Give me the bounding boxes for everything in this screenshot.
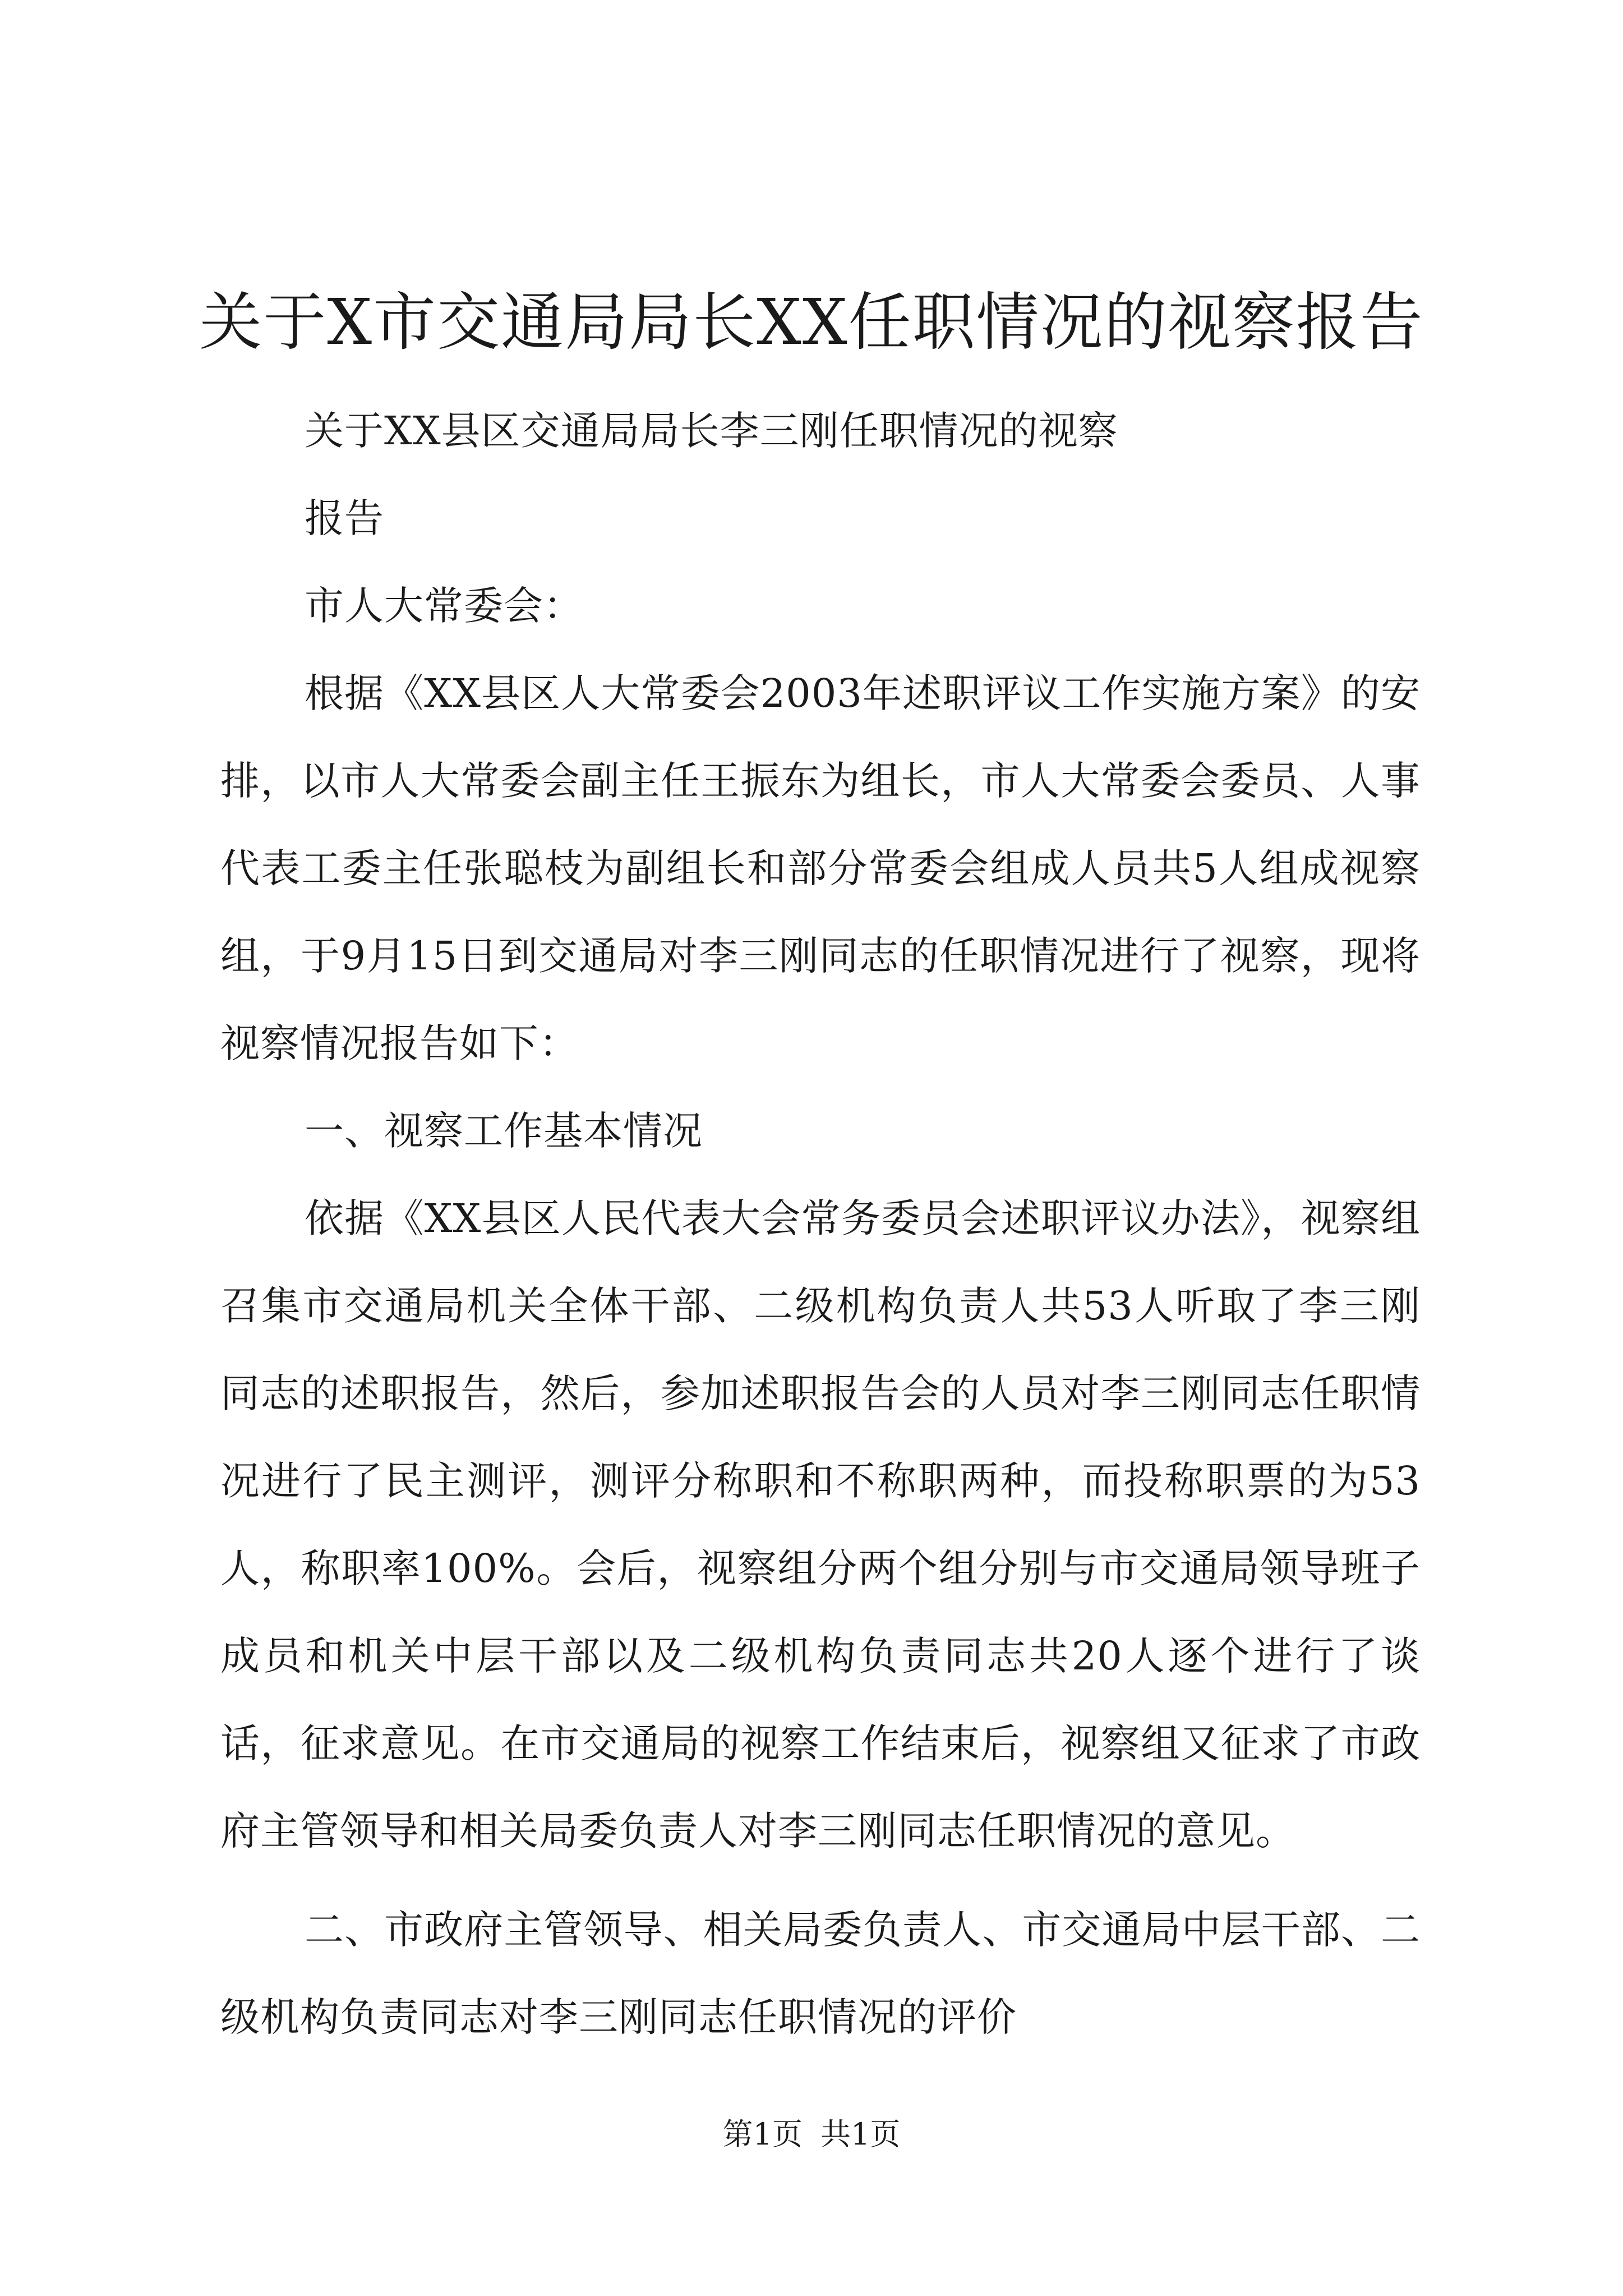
section-heading-1: 一、视察工作基本情况	[305, 1108, 703, 1154]
document-title: 关于X市交通局局长XX任职情况的视察报告	[199, 286, 1424, 359]
paragraph-subtitle: 关于XX县区交通局局长李三刚任职情况的视察	[305, 408, 1118, 454]
section-heading-2: 二、市政府主管领导、相关局委负责人、市交通局中层干部、二级机构负责同志对李三刚同志任职情况的评价	[220, 1907, 1421, 2040]
document-body	[220, 387, 1421, 2061]
paragraph-section-1-body: 依据《XX县区人民代表大会常务委员会述职评议办法》，视察组召集市交通局机关全体干部、二级机构负责人共53人听取了李三刚同志的述职报告，然后，参加述职报告会的人员对李三刚同志任职情况进行了民主测评，测评分称职和不称职两种，而投称职票的为53人，称职率100%。会后，视察组分两个组分别与市交通局领导班子成员和机关中层干部以及二级机构负责同志共20人逐个进行了谈话，征求意见。在市交通局的视察工作结束后，视察组又征求了市政府主管领导和相关局委负责人对李三刚同志任职情况的意见。	[220, 1195, 1421, 1854]
page-footer	[0, 2115, 1623, 2154]
paragraph-intro: 根据《XX县区人大常委会2003年述职评议工作实施方案》的安排，以市人大常委会副主任王振东为组长，市人大常委会委员、人事代表工委主任张聪枝为副组长和部分常委会组成人员共5人组成视察组，于9月15日到交通局对李三刚同志的任职情况进行了视察，现将视察情况报告如下：	[220, 670, 1421, 1066]
page-number-total: 共1页	[820, 2116, 901, 2152]
page-number-current: 第1页	[722, 2116, 803, 2152]
paragraph-salutation: 市人大常委会：	[305, 583, 583, 629]
paragraph-subtitle-continued: 报告	[305, 495, 384, 541]
